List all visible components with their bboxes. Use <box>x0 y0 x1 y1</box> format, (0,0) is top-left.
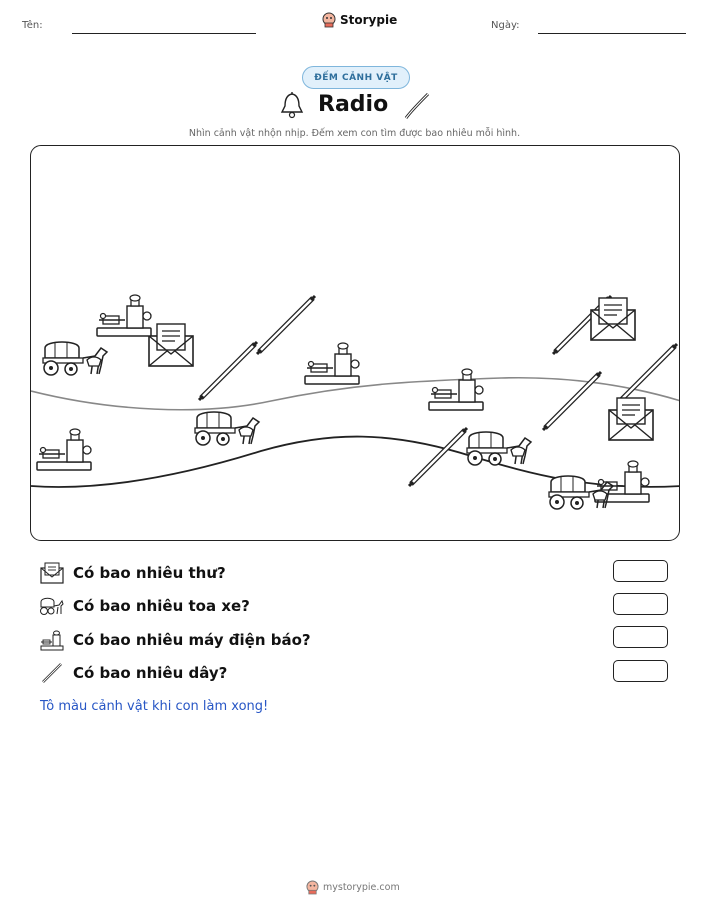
wagon-icon <box>40 595 64 617</box>
telegraph-icon[interactable] <box>97 295 151 336</box>
wagon-icon[interactable] <box>195 412 259 445</box>
telegraph-icon <box>40 629 64 651</box>
date-line[interactable] <box>538 33 686 34</box>
brand-name: Storypie <box>340 13 398 27</box>
telegraph-icon[interactable] <box>305 343 359 384</box>
instructions: Nhìn cảnh vật nhộn nhịp. Đếm xem con tìm được bao nhiêu mỗi hình. <box>188 128 521 139</box>
answer-box-telegraph[interactable] <box>613 626 668 648</box>
question-row-wire <box>40 661 227 685</box>
scene-landscape <box>31 146 680 541</box>
wire-icon[interactable] <box>409 428 467 486</box>
question-row-telegraph <box>40 628 311 652</box>
footer-url[interactable]: mystorypie.com <box>323 882 400 893</box>
question-row-wagon <box>40 594 250 618</box>
envelope-icon[interactable] <box>591 298 635 340</box>
telegraph-icon[interactable] <box>429 369 483 410</box>
wire-icon[interactable] <box>257 296 315 354</box>
bell-icon <box>279 91 305 119</box>
answer-box-wire[interactable] <box>613 660 668 682</box>
question-text: Có bao nhiêu máy điện báo? <box>73 631 311 649</box>
envelope-icon <box>40 562 64 584</box>
wagon-icon[interactable] <box>467 432 531 465</box>
question-text: Có bao nhiêu toa xe? <box>73 597 250 615</box>
brand-logo <box>322 12 397 28</box>
question-text: Có bao nhiêu dây? <box>73 664 228 682</box>
page-title: Radio <box>318 92 389 117</box>
search-scene <box>30 145 680 541</box>
wire-icon <box>40 662 64 684</box>
name-line[interactable] <box>72 33 256 34</box>
footer-brand <box>306 880 400 895</box>
question-text: Có bao nhiêu thư? <box>73 564 226 582</box>
wire-icon[interactable] <box>619 344 677 402</box>
answer-box-wagon[interactable] <box>613 593 668 615</box>
answer-box-envelope[interactable] <box>613 560 668 582</box>
storypie-mascot-icon <box>306 880 319 895</box>
telegraph-icon[interactable] <box>37 429 91 470</box>
coloring-instruction: Tô màu cảnh vật khi con làm xong! <box>40 699 269 714</box>
question-row-envelope <box>40 561 226 585</box>
category-badge: ĐẾM CẢNH VẬT <box>302 66 410 89</box>
envelope-icon[interactable] <box>149 324 193 366</box>
name-label: Tên: <box>22 20 43 31</box>
wire-icon[interactable] <box>199 342 257 400</box>
wire-decor-icon <box>402 90 432 122</box>
date-label: Ngày: <box>491 20 520 31</box>
envelope-icon[interactable] <box>609 398 653 440</box>
storypie-mascot-icon <box>322 12 336 28</box>
wagon-icon[interactable] <box>43 342 107 375</box>
